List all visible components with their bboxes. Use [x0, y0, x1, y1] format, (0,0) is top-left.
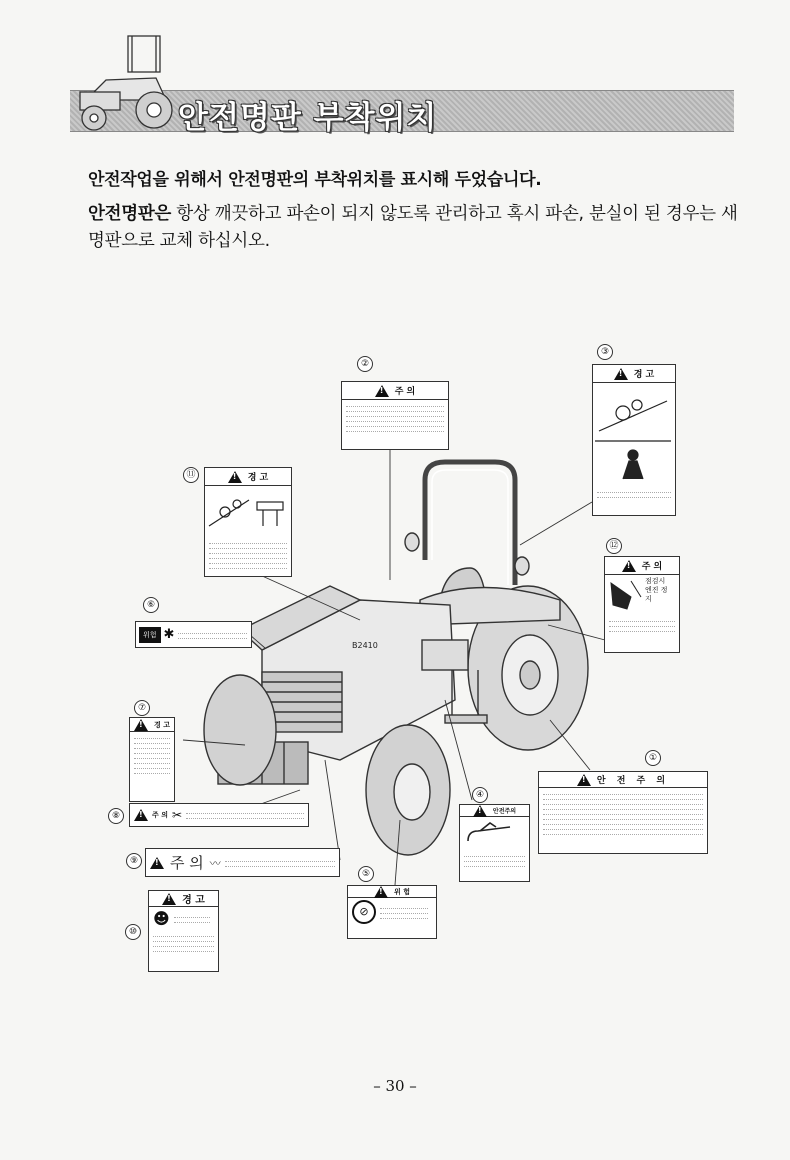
- hand-entanglement-icon: [605, 575, 645, 615]
- label-12-side-text: 점검시 엔진 정지: [645, 577, 668, 603]
- safety-label-7: [129, 717, 175, 802]
- warning-triangle-icon: [162, 893, 176, 905]
- page-title: 안전명판 부착위치: [178, 100, 438, 136]
- danger-pictogram-icon: ✱: [163, 627, 175, 642]
- warning-triangle-icon: [473, 805, 487, 817]
- warning-triangle-icon: [622, 560, 636, 572]
- label-6-heading: 위험: [139, 627, 161, 643]
- intro-line-1: 안전작업을 위해서 안전명판의 부착위치를 표시해 두었습니다.: [88, 170, 542, 190]
- safety-label-3: [592, 364, 676, 516]
- warning-triangle-icon: [134, 719, 148, 731]
- pinch-point-pictogram-icon: [460, 817, 526, 847]
- label-heading: 위 험: [394, 887, 410, 896]
- label-heading: 주 의: [641, 562, 663, 572]
- label-number-9: ⑨: [126, 853, 142, 869]
- label-number-5: ⑤: [358, 866, 374, 882]
- tractor-model-text: B2410: [352, 641, 378, 650]
- label-heading: 주 의: [394, 387, 416, 397]
- intro-line-2-rest: 항상 깨끗하고 파손이 되지 않도록 관리하고 혹시 파손, 분실이 된 경우는 새명판으로 교체 하십시오.: [88, 204, 738, 251]
- safety-label-5: [347, 885, 437, 939]
- rollover-slope-pictogram-icon: [205, 486, 289, 534]
- no-step-circle-icon: ⊘: [352, 900, 376, 924]
- warning-triangle-icon: [374, 886, 388, 898]
- safety-label-4: [459, 804, 530, 882]
- label-9-heading: 주 의: [170, 854, 204, 872]
- warning-triangle-icon: [577, 774, 591, 786]
- rollover-pictogram-icon: [593, 383, 673, 483]
- safety-label-11: [204, 467, 292, 577]
- safety-label-1: [538, 771, 708, 854]
- label-heading: 안 전 주 의: [596, 776, 670, 786]
- page-number: – 30 –: [373, 1077, 417, 1095]
- warning-triangle-icon: [150, 857, 164, 869]
- label-number-7: ⑦: [134, 700, 150, 716]
- safety-label-6: [135, 621, 252, 648]
- person-pictogram-icon: ☻: [153, 909, 170, 928]
- label-number-1: ①: [645, 750, 661, 766]
- label-number-10: ⑩: [125, 924, 141, 940]
- safety-label-9: [145, 848, 340, 877]
- entanglement-icon: ✂: [171, 808, 183, 822]
- hot-surface-icon: 〰: [209, 856, 221, 870]
- safety-label-12: [604, 556, 680, 653]
- warning-triangle-icon: [134, 809, 148, 821]
- label-number-6: ⑥: [143, 597, 159, 613]
- label-number-11: ⑪: [183, 467, 199, 483]
- warning-triangle-icon: [228, 471, 242, 483]
- label-heading: 경 고: [247, 473, 269, 483]
- safety-label-10: [148, 890, 219, 972]
- warning-triangle-icon: [614, 368, 628, 380]
- label-heading: 경 고: [154, 720, 170, 729]
- label-number-12: ⑫: [606, 538, 622, 554]
- label-heading: 안전주의: [492, 808, 517, 815]
- label-heading: 경 고: [633, 370, 655, 380]
- label-8-heading: 주 의: [152, 811, 168, 819]
- label-heading: 경 고: [182, 895, 205, 906]
- label-number-2: ②: [357, 356, 373, 372]
- label-number-8: ⑧: [108, 808, 124, 824]
- label-number-3: ③: [597, 344, 613, 360]
- warning-triangle-icon: [375, 385, 389, 397]
- safety-label-8: [129, 803, 309, 827]
- intro-line-2-lead: 안전명판은: [88, 204, 172, 224]
- safety-label-2: [341, 381, 449, 450]
- label-number-4: ④: [472, 787, 488, 803]
